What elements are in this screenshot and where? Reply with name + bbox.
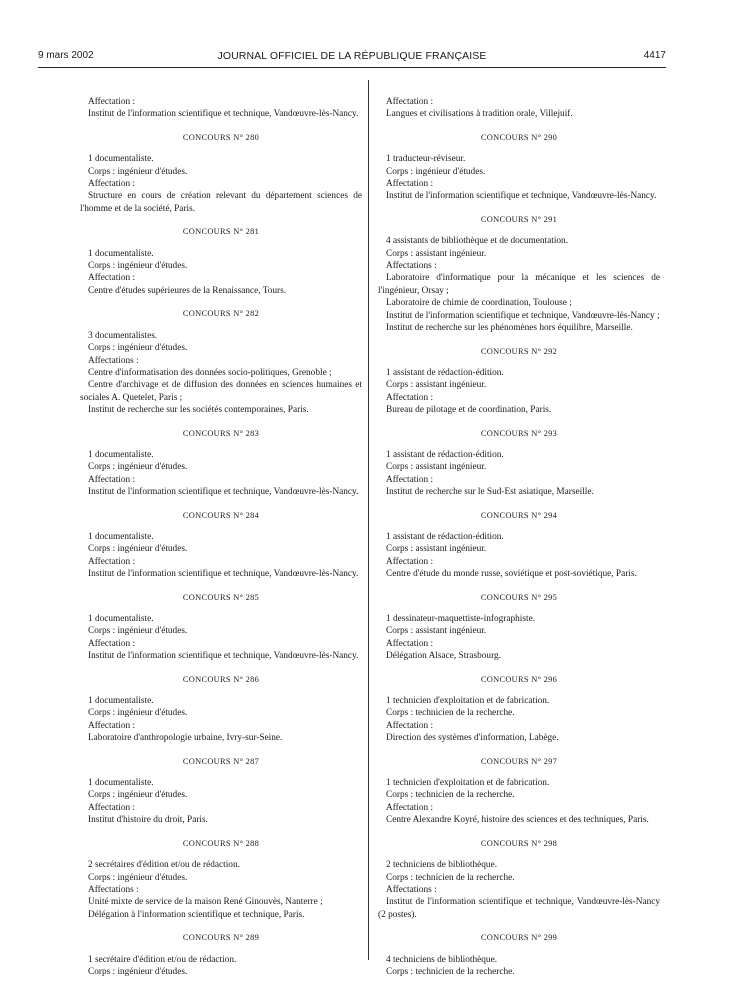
page-number: 4417 (643, 50, 666, 61)
text-line: Corps : ingénieur d'études. (88, 166, 188, 177)
text-line: Affectation : (88, 273, 136, 284)
text-line: Institut de recherche sur le Sud-Est asiatique, Marseille. (386, 487, 594, 498)
text-line: Corps : assistant ingénieur. (386, 380, 487, 391)
concours-section (80, 428, 362, 499)
text-line: Centre Alexandre Koyré, histoire des sciences et des techniques, Paris. (386, 815, 649, 826)
text-line: 2 secrétaires d'édition et/ou de rédaction. (88, 860, 240, 871)
concours-heading: CONCOURS N° 294 (480, 510, 558, 520)
text-line: Affectation : (88, 638, 136, 649)
text-line: Corps : technicien de la recherche. (386, 708, 515, 719)
text-line: Corps : assistant ingénieur. (386, 248, 487, 259)
text-line: Institut de l'information scientifique et technique, Vandœuvre-lès-Nancy (2 postes). (378, 897, 660, 920)
text-line: Institut de l'information scientifique et technique, Vandœuvre-lès-Nancy. (88, 487, 359, 498)
text-line: 1 traducteur-réviseur. (386, 154, 466, 165)
text-line: Affectation : (386, 179, 434, 190)
text-line: Affectation : (88, 556, 136, 567)
text-line: Institut de recherche sur les sociétés contemporaines, Paris. (88, 405, 309, 416)
text-line: Affectation : (386, 97, 434, 107)
text-line: Laboratoire d'informatique pour la mécanique et les sciences de l'ingénieur, Orsay ; (378, 273, 660, 296)
text-line: Corps : ingénieur d'études. (88, 966, 188, 977)
text-line: 1 technicien d'exploitation et de fabrication. (386, 696, 550, 707)
left-intro (80, 96, 362, 121)
concours-section (378, 674, 660, 745)
text-line: 1 dessinateur-maquettiste-infographiste. (386, 614, 536, 624)
header-rule (38, 67, 666, 68)
concours-heading: CONCOURS N° 283 (182, 428, 260, 438)
text-line: Affectation : (88, 474, 136, 485)
text-line: Délégation Alsace, Strasbourg. (386, 651, 501, 662)
right-concours-list (378, 132, 660, 979)
concours-heading: CONCOURS N° 299 (480, 933, 558, 943)
text-line: 1 documentaliste. (88, 778, 154, 789)
concours-heading: CONCOURS N° 286 (182, 674, 260, 684)
journal-title: JOURNAL OFFICIEL DE LA RÉPUBLIQUE FRANÇAISE (217, 50, 487, 62)
concours-section (378, 932, 660, 978)
text-line: Affectation : (386, 556, 434, 567)
text-line: Institut d'histoire du droit, Paris. (88, 815, 208, 826)
text-line: Corps : ingénieur d'études. (88, 708, 188, 719)
text-line: Institut de l'information scientifique et technique, Vandœuvre-lès-Nancy. (88, 109, 359, 120)
page-header (38, 48, 666, 68)
concours-section (80, 838, 362, 921)
text-line: Institut de l'information scientifique et technique, Vandœuvre-lès-Nancy. (88, 651, 359, 662)
concours-section (80, 592, 362, 663)
text-line: 1 documentaliste. (88, 154, 154, 165)
text-line: Institut de l'information scientifique et technique, Vandœuvre-lès-Nancy. (88, 569, 359, 580)
concours-heading: CONCOURS N° 281 (182, 227, 260, 237)
text-line: 1 technicien d'exploitation et de fabrication. (386, 778, 550, 789)
text-line: Affectations : (88, 355, 139, 366)
text-line: Affectation : (88, 97, 136, 107)
text-line: Corps : assistant ingénieur. (386, 544, 487, 555)
text-line: Direction des systèmes d'information, Labège. (386, 733, 559, 744)
left-concours-list (80, 132, 362, 979)
concours-section (80, 132, 362, 215)
text-line: Institut de recherche sur les phénomènes hors équilibre, Marseille. (386, 323, 633, 334)
text-line: 1 documentaliste. (88, 248, 154, 259)
concours-heading: CONCOURS N° 287 (182, 756, 260, 766)
concours-section (378, 838, 660, 921)
concours-heading: CONCOURS N° 291 (480, 214, 558, 224)
concours-heading: CONCOURS N° 285 (182, 592, 260, 602)
text-line: Centre d'archivage et de diffusion des données en sciences humaines et sociales A. Quetelet, Paris ; (80, 380, 362, 403)
concours-section (80, 674, 362, 745)
text-line: 1 documentaliste. (88, 449, 154, 460)
concours-section (378, 214, 660, 335)
text-line: Affectations : (386, 261, 437, 272)
concours-heading: CONCOURS N° 292 (480, 346, 558, 356)
text-line: Délégation à l'information scientifique et technique, Paris. (88, 909, 305, 920)
concours-heading: CONCOURS N° 297 (480, 756, 558, 766)
text-line: Structure en cours de création relevant du département sciences de l'homme et de la société, Paris. (80, 191, 362, 214)
text-line: Centre d'étude du monde russe, soviétique et post-soviétique, Paris. (386, 569, 637, 580)
concours-heading: CONCOURS N° 284 (182, 510, 260, 520)
text-line: Bureau de pilotage et de coordination, Paris. (386, 405, 552, 416)
text-line: Corps : ingénieur d'études. (88, 544, 188, 555)
text-line: Affectation : (88, 802, 136, 813)
right-intro (378, 96, 660, 121)
concours-section (378, 510, 660, 581)
text-line: Corps : technicien de la recherche. (386, 966, 515, 977)
concours-heading: CONCOURS N° 298 (480, 838, 558, 848)
concours-section (80, 510, 362, 581)
concours-section (80, 308, 362, 416)
column-divider (368, 80, 369, 960)
text-line: Centre d'informatisation des données socio-politiques, Grenoble ; (88, 367, 332, 378)
text-line: Centre d'études supérieures de la Renaissance, Tours. (88, 285, 287, 296)
text-line: Langues et civilisations à tradition orale, Villejuif. (386, 109, 573, 120)
concours-section (378, 592, 660, 663)
concours-heading: CONCOURS N° 280 (182, 132, 260, 142)
text-line: Corps : technicien de la recherche. (386, 790, 515, 801)
text-line: Corps : assistant ingénieur. (386, 626, 487, 637)
concours-section (378, 756, 660, 827)
text-line: Affectation : (386, 474, 434, 485)
text-line: Corps : ingénieur d'études. (88, 626, 188, 637)
concours-heading: CONCOURS N° 293 (480, 428, 558, 438)
text-line: Affectation : (386, 720, 434, 731)
concours-section (378, 132, 660, 203)
concours-section (378, 346, 660, 417)
text-line: 1 documentaliste. (88, 696, 154, 707)
text-line: Affectation : (386, 802, 434, 813)
text-line: Affectations : (88, 884, 139, 895)
concours-heading: CONCOURS N° 290 (480, 132, 558, 142)
text-line: Corps : ingénieur d'études. (88, 343, 188, 354)
text-line: Institut de l'information scientifique et technique, Vandœuvre-lès-Nancy. (386, 191, 657, 202)
concours-heading: CONCOURS N° 288 (182, 838, 260, 848)
text-line: 1 secrétaire d'édition et/ou de rédaction. (88, 954, 237, 965)
text-line: 4 techniciens de bibliothèque. (386, 954, 498, 965)
text-line: Affectation : (386, 638, 434, 649)
text-line: Corps : ingénieur d'études. (88, 872, 188, 883)
text-line: Corps : ingénieur d'études. (386, 166, 486, 177)
text-line: Corps : ingénieur d'études. (88, 462, 188, 473)
text-line: Affectation : (386, 392, 434, 403)
concours-heading: CONCOURS N° 289 (182, 933, 260, 943)
text-line: 4 assistants de bibliothèque et de documentation. (386, 236, 569, 247)
concours-heading: CONCOURS N° 295 (480, 592, 558, 602)
concours-section (80, 932, 362, 978)
text-line: Corps : technicien de la recherche. (386, 872, 515, 883)
text-line: 3 documentalistes. (88, 330, 158, 341)
concours-section (80, 226, 362, 297)
text-line: Corps : ingénieur d'études. (88, 261, 188, 272)
text-line: 1 assistant de rédaction-édition. (386, 367, 504, 378)
text-line: 1 documentaliste. (88, 531, 154, 542)
concours-section (378, 428, 660, 499)
text-line: 2 techniciens de bibliothèque. (386, 860, 498, 871)
text-line: Corps : ingénieur d'études. (88, 790, 188, 801)
text-line: Affectation : (88, 720, 136, 731)
text-line: Laboratoire d'anthropologie urbaine, Ivry-sur-Seine. (88, 733, 283, 744)
text-line: Corps : assistant ingénieur. (386, 462, 487, 473)
header-date: 9 mars 2002 (38, 50, 94, 61)
text-line: 1 assistant de rédaction-édition. (386, 449, 504, 460)
text-line: Affectations : (386, 884, 437, 895)
text-line: Unité mixte de service de la maison René Ginouvès, Nanterre ; (88, 897, 323, 908)
concours-section (80, 756, 362, 827)
text-line: Affectation : (88, 179, 136, 190)
right-column (378, 96, 660, 989)
concours-heading: CONCOURS N° 296 (480, 674, 558, 684)
text-line: Laboratoire de chimie de coordination, Toulouse ; (386, 298, 572, 309)
text-line: 1 documentaliste. (88, 614, 154, 624)
text-line: Institut de l'information scientifique et technique, Vandœuvre-lès-Nancy ; (386, 310, 660, 321)
left-column (80, 96, 362, 989)
concours-heading: CONCOURS N° 282 (182, 309, 260, 319)
text-line: 1 assistant de rédaction-édition. (386, 531, 504, 542)
